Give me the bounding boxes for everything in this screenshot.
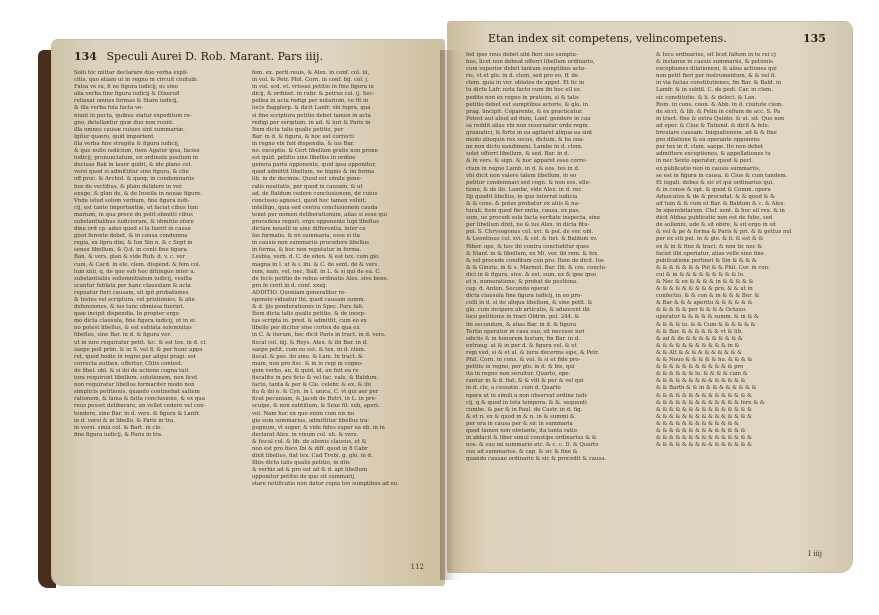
left-col-b-line: in vol. & Petr. Phil. Corn. in conf. bij. col. j. [252, 77, 369, 84]
left-col-a-line: correcta authen. offertur, Clitis contest. [74, 360, 183, 367]
left-col-a-line: iudicij, pronunciatum, en ordinate positum in [74, 155, 199, 162]
left-col-a-line: in versi. sinia col. & Bart. in cle. [74, 424, 163, 431]
left-col-a-line: repuatur fieri causam, sit ipit probationes [74, 289, 189, 296]
left-col-b-line: pro fe cerit in d. conf. xxxij. [252, 282, 328, 289]
left-col-a-line: gissi ferente debet, & in causa condemna [74, 233, 188, 240]
right-col-b-line: de sollenni, ude & sit obire, & sit ergo in sit [656, 222, 777, 229]
right-col-b-line: Lamfr. & in subtil. C. de pedi. Car. in clem. [656, 87, 773, 94]
left-col-a-line: defensiones, & ius tunc obmissa fuerint. [74, 304, 185, 311]
right-col-b-line: & & & & & & & & & pro. & & ut in [656, 286, 753, 293]
right-col-a-line: pedito non ex regno in pratium, si & talis [466, 94, 579, 101]
right-col-b-line: & & & & & & & & & & & & & & & [656, 392, 752, 399]
left-col-a-line: reus posset deliberare, an vellet cedere vel con- [74, 403, 206, 410]
right-col-a-line: petitio in regno, per glo. in d. & bis, qui [466, 364, 575, 371]
right-page-footer: I iiij [808, 550, 822, 558]
right-col-a-line: & Leontinus col. xvi. & col. & tiet. & Baldum xv. [466, 236, 598, 243]
right-running-head [488, 32, 826, 45]
right-col-a-line: cij, q & quod in tota tempora. & &. sequenti [466, 399, 587, 406]
left-col-a-line: bus de vectibus, & plain delidere in ver. [74, 183, 183, 190]
right-col-a-line: colli in d. si ite aliqua libellum, & sine petit. & [466, 300, 593, 307]
left-col-a-line: substantialibus iudiciorum, & obmitto ofore [74, 218, 194, 225]
right-col-b-line: & instanus in causis summariis, & petionis [656, 59, 774, 66]
right-col-b-line: & & & & & & & & & & & & & & & [656, 413, 752, 420]
right-col-b-line: per tex in d. clem. saepe. Ite non debet [656, 144, 764, 151]
right-col-a-line: petitio debet est sumptibus actoris, & glo. in [466, 101, 589, 108]
right-column-b [656, 52, 834, 527]
left-col-b-line: de fecis petitio de rebus ordinatis Alex. sive bene. [252, 275, 389, 282]
left-col-a-line: dine ord cp. adeo quod si la fuerit in cause [74, 226, 191, 233]
left-col-a-line: reliaxat omnes formas & Stare iudicij, [74, 98, 179, 105]
left-col-a-line: & testes vel scriptura, vel pristionies, & alie [74, 297, 195, 303]
left-col-a-line: mo dicta clausula, fine figura iudicij, ut in ei. [74, 318, 197, 325]
right-col-a-line: nos. & suo mi summario etc. & c. c. D. & Quarto [466, 442, 599, 449]
left-col-b-line: ad. de Baldum cedere conclusionem, de cuius [252, 190, 378, 197]
left-running-title: Speculi Aurei D. Rob. Marant. Pars iiij. [106, 50, 323, 63]
left-col-b-line: sponsio videatur ibi, quod causam summ. [252, 297, 366, 303]
left-col-a-line: saepe poll prim. & in S. vel 8, & per hunc appa [74, 346, 203, 353]
left-col-b-line: in vol. scd. et. vrissas petitio in fine figura iu [252, 84, 374, 91]
left-col-a-line: de libel. obl. & si ibi de actione cogna tuit [74, 367, 189, 374]
left-col-b-line: in causis non summariis procedere libellus [252, 240, 370, 247]
right-col-b-line: & ad & de & & & & & & & & & [656, 335, 743, 342]
right-col-a-line: extraug. at & in per d. & figura vel. & et [466, 342, 577, 349]
left-col-a-line: gno, detellantur quæ duo non ruunt. [74, 119, 175, 126]
right-col-b-line: in tract. fine & extra Quinto. & ut. sit. Quo non [656, 115, 785, 122]
left-col-a-line: quæ incipit dispendia. In propter ergo [74, 311, 179, 318]
left-col-b-line: & verbis ad & pro est ad & d. apt libellum [252, 467, 368, 474]
right-col-a-line: sum, ue procedi sola facta veritate inspecta, sine [466, 215, 601, 222]
left-col-b-line: dixit libellus, fiat tex. Cad Trebi. g. glo. in d. [252, 453, 373, 460]
right-col-b-line: dicit Abbas publicatio non est de fube, sed [656, 215, 773, 222]
left-col-a-line: non requiratur libellus formariter modo non [74, 382, 195, 389]
left-col-b-line: fas formalis. & nô summaria, esse si ita [252, 233, 360, 240]
left-col-a-line: rationem, & lama & fatta conclusione, & ex qua [74, 396, 205, 403]
left-col-b-line: non est pro fisco Ibi & diff. quod in 8 Cabr [252, 445, 368, 452]
right-col-a-line: & et n. ex & quod in & n. in & summi & [466, 413, 575, 420]
left-col-a-line: ut in iure requiratur petit. &c. & est tex. in d. cl. [74, 339, 207, 346]
right-col-a-line: sdiciis & in honorem lustum, fm Bar. in d. [466, 335, 580, 342]
right-col-a-line: turali, item quod fier entia, causa, ex pas, [466, 208, 581, 215]
right-col-a-line: prag. lincipit. Coparente, & ex practicatur. [466, 108, 583, 115]
left-col-b-line: fiu & ibi n. & Cyn. in l. unica, C. vt qui aer per [252, 389, 379, 396]
right-col-a-line: & in vers. & sign. & hoc apparet esse corre- [466, 158, 587, 165]
right-col-a-line: Phil. Corn. in cons. & vol. & si et fide pro- [466, 357, 581, 364]
left-col-a-line: fine figura iudicij, & Paris in tra. [74, 431, 163, 438]
right-col-a-line: & & Ginstu. in & s. Marmol. Bar. Ilb. & cos. conclu- [466, 264, 607, 271]
right-col-a-line: glo. cum incipere ab articulis, & aduocent ibi [466, 307, 590, 314]
right-col-b-line: & & Nouo & & & & & ho. & & & & [656, 357, 753, 364]
left-col-b-line: intelligo, quia sed centra conclusionem cauda [252, 204, 378, 211]
left-col-b-line: fiscalitu in pro ficio & vel fac. vale, & Baldum. [252, 375, 379, 382]
right-page-number: 135 [803, 32, 826, 45]
left-col-b-line: dicij, & ordinet. in rubr. & petrus col. ij. Sec- [252, 91, 375, 98]
right-col-b-line: & & & & & & & & & & & & pro [656, 364, 744, 371]
right-col-a-line: Tertio operatur in casu suo, sit necesse iuri [466, 328, 585, 335]
left-col-b-line: saepe petit, cum eo est. & tex. in d. clem. [252, 346, 366, 353]
right-col-b-line: operatur & & & & & summ. & in & & [656, 314, 759, 321]
left-page [52, 40, 444, 585]
right-col-a-line: et n. numeratione, & probat de pestiona. [466, 279, 578, 285]
left-running-head [74, 50, 323, 63]
right-col-a-line: vbi dicit non valere talem libellum, in eo [466, 172, 577, 179]
right-col-a-line: in ablacit & liber simul constipe ordinarius & & [466, 435, 597, 442]
right-col-b-line: ad oper. & Ciue & Tatiend. & dicit & fele. [656, 122, 770, 129]
right-col-a-line: Potest aut aliud ad dum, Lanf. gendere in cau [466, 115, 591, 122]
right-col-a-line: ne non dictu eandimeni. Lambe in d. clem. [466, 144, 583, 151]
right-col-a-line: dicta clausula fine figura iudicij, in eo pro- [466, 293, 582, 300]
right-col-b-line: & Bar & & & aperitu & & & & & & [656, 300, 753, 307]
right-col-a-line: dici in & figura, sive. & est. sum. ex & ipse ipso [466, 271, 597, 278]
right-col-b-line: se est in figura in causa. & Ciue & cum tandem. [656, 172, 788, 179]
right-col-a-line: Riber. ope, & hoc ibi contra concluditur ques [466, 243, 590, 250]
right-col-b-line: & & & & & & & & & & & in & [656, 342, 740, 349]
left-col-a-line: niunt in pecta, quibus statur expeditum re- [74, 112, 192, 119]
right-col-b-line: & & & & & & & & & & & & & fere & & [656, 399, 765, 406]
right-col-b-line: Et iugali. debes & sic et qui ordinarius qui. [656, 179, 774, 186]
left-col-b-line: Bar. in d. & figura, & hoc est correcti [252, 133, 354, 140]
left-col-b-line: Ilbis dicta talis qualis petitio, in diis [252, 460, 350, 467]
left-col-b-line: dictam nouelli in sine differentia, inter ca [252, 226, 366, 233]
right-col-b-line: publicatione pertinet & Sin & & & & [656, 257, 757, 264]
left-col-a-line: Ban. & vers. glan & vide Rub. d. v. c. ver [74, 254, 186, 261]
right-col-a-line: & & cons. & potes probatur ex aliis & na- [466, 200, 580, 207]
right-col-a-line: in d. cle, a cessatio. cum d. Quarto [466, 385, 561, 392]
right-col-b-line: ex & in & fine & tract. & non tic nec & [656, 243, 763, 250]
left-col-b-line: vol. Nam hoc ex quo enim cum eis no [252, 410, 355, 417]
left-col-b-line: no. exceptio. & Cert libellum gratis non prone [252, 148, 378, 155]
left-col-a-line: illa verba fine strepitu & figura iudicij, [74, 140, 180, 147]
left-page-footer: 112 [410, 563, 424, 571]
right-col-a-line: sa reddit alias vbi non reseruatur ordo regm. [466, 122, 590, 129]
right-col-b-line: & & & & & & & & & & & & & & [656, 378, 746, 385]
left-col-b-line: ficat pecuniam, & Jacob de Butri, in L. in pre- [252, 396, 377, 403]
right-col-b-line: exceptiones dilationeni, & alios actiones qui [656, 66, 777, 73]
left-col-a-line: substantialiis sollemnitiatem iudicij, vesilla [74, 275, 192, 282]
right-col-b-line: de sicci. & lib. & Felin in cellum de acc. S. Pa [656, 108, 781, 115]
left-col-b-line: facto, tanta & per & Cle. celebr. & ex. & ibi [252, 382, 371, 389]
left-col-a-line: no potest libellus, & est sublata solemnitas [74, 325, 192, 332]
left-col-a-line: Igitur quæro, quid importent [74, 133, 154, 140]
left-col-a-line: in d. versi & in libello, & Paris in tra. [74, 417, 175, 424]
left-col-b-line: opponitur petitio de quo sit summarij [252, 474, 355, 481]
right-col-a-line: clem. quia in ver. oblatos de appel. Et fic in [466, 80, 585, 87]
right-col-a-line: cumbe. & per & in Paul. de Castr. in d. fig. [466, 406, 583, 413]
left-col-a-line: tendere, sine Bar. in d. vers. & figura & Lanfr. [74, 410, 200, 417]
left-col-a-line: scantur fublata per hanc clausulam & acta [74, 282, 191, 289]
left-col-a-line: versi quod si admittitur sine figura, & clie [74, 169, 189, 176]
left-col-b-line: Item dicta talis qualis petitio, & de incep- [252, 311, 366, 318]
right-col-a-line: gramatici, & forte in ea agitaret aliqua ea sint [466, 130, 593, 137]
left-col-b-line: in C. & iterum, hoc dicit Paris in tract. in d. vers. [252, 332, 386, 339]
left-col-b-line: genera parte opponente, quid ipsa opponitur, [252, 162, 377, 169]
left-col-a-line: simplicis petitionis, quando continebat saltem [74, 389, 200, 396]
right-col-b-line: ex publicatio non in causis summariis, [656, 165, 761, 172]
right-col-a-line: fed ipse reus debet sibi fieri suo sumptu- [466, 52, 578, 58]
right-col-b-line: & in conse & opt. & quod & Comm. opera [656, 186, 771, 193]
right-col-b-line: sic constitutio. & li. & delect. & Lan. [656, 94, 757, 101]
spine-shadow [440, 50, 464, 580]
left-col-b-line: procedens regari, ergo opponente lupi libellus [252, 218, 379, 225]
left-col-b-line: in forma. & hoc non reputatur in forma. [252, 247, 362, 254]
right-col-b-line: & vel & pe & forma & Paris & pri. & & gettus nul [656, 229, 792, 236]
right-col-b-line: & & Barth & & in & & & & & & & & [656, 385, 757, 392]
right-col-b-line: & & & & & & & & & & & & & & & [656, 406, 752, 413]
left-col-b-line: sculpe, & non subtilium, & Sexe fil. sub, aperi. [252, 403, 380, 410]
right-col-a-line: quando causae ordinarie & sic & procedit & causa. [466, 456, 607, 463]
right-col-b-line: & Iecs ordinarius, sit licet faltem in te rei cj [656, 52, 776, 58]
left-col-a-line: regia, ex lipra dixi, & Ion Sin n. & c.Sept in [74, 240, 193, 247]
right-col-b-line: ad tum & & cum et Bar. & Baldum & c. & Alex. [656, 200, 786, 207]
left-col-b-line: locis flagglerp. & dicit Lanfr. vbi fupra, qua [252, 105, 371, 112]
left-col-b-line: in regno vbi fuit dispendia, & ius Bar. [252, 140, 355, 147]
right-col-a-line: ctum in regno Lamb. in d. & eos. tes in d. [466, 165, 580, 172]
left-col-b-line: fiscal. & pos. ibi sine. & Lam. In tract. & [252, 353, 363, 360]
right-col-b-line: & Nec & ex & & & & in & & & & & [656, 279, 754, 285]
right-col-b-line: confectio, & & con & in & & & Ber. & [656, 293, 760, 300]
left-col-a-line: off proc. & Archid. & quoq; in condemnariis [74, 176, 195, 183]
right-col-b-line: & & & & iu. & & Cum & & & & & & [656, 321, 756, 328]
left-col-a-line: citis, quo etiam ut in regno m circuit ciuitaib. [74, 77, 199, 84]
right-col-b-line: & & Alt & & & & & & & & & & [656, 349, 742, 356]
left-col-b-line: gio sum summarius, admittitur libellus ira- [252, 417, 370, 424]
right-col-a-line: opera ut in simili a non observat ordine iudi- [466, 392, 588, 399]
right-col-a-line: per libellum dixit, ne & ius Alex. in dicta fitu- [466, 222, 590, 229]
right-col-a-line: solet offerri libellum, & sed. Bar. in d. [466, 151, 570, 158]
left-col-a-line: Solû hic mittar declarare duo verba expli- [74, 70, 189, 76]
left-col-a-line: iura requirunt libellum. solutionem, non licet [74, 375, 198, 382]
left-col-a-line: cum, & Card. in ele. clem. dispend. & fem col. [74, 261, 201, 268]
right-col-b-line: & & & & & & lo. & & & & cum & [656, 371, 748, 378]
right-col-b-line: & & & & & & & & & & & & & [656, 420, 739, 427]
left-col-b-line: & d. ijis ponderationes in Spec. Pars fali. [252, 304, 364, 311]
right-col-b-line: in nec Sexto operatur, quod & pecl. [656, 158, 754, 165]
right-col-a-line: modo alioquin rex secus, dictum, & ha sua- [466, 137, 585, 144]
right-col-b-line: admittere exceptiones, & appellationes tu [656, 151, 771, 158]
left-col-b-line: rem, nam, vel, nec, Balf. in L. & si qui de ea. C. [252, 268, 381, 275]
left-col-b-line: mum, non pro fisc. & in lo regi in cogno- [252, 360, 363, 367]
right-col-b-line: per ex siti pul. in & glo. & li. & est & & [656, 236, 764, 243]
right-col-a-line: ibi secundum, & alias Bar. in d. & figura [466, 321, 577, 328]
right-col-b-line: & & & & & & & & & & & & & & [656, 427, 746, 434]
left-col-b-line: lib, in de decimie. Quod est simile gene- [252, 176, 362, 183]
left-col-b-line: Lesbia, verb. d. C. de eden. & est tex. cum glo. [252, 254, 380, 261]
right-running-title: Etan index sit competens, velincompetens. [488, 32, 727, 45]
right-col-b-line: in via facias constitutiones, fm Bar. & Bald. in [656, 80, 782, 87]
right-col-a-line: & vel procede conditum con pro. Item de dicit. Ios [466, 257, 604, 264]
left-col-b-line: tenet per nomen deliberationum, alias si esse qui [252, 211, 388, 218]
right-col-a-line: ita in regno non seruitur. Quarto, ope- [466, 371, 571, 378]
left-col-a-line: & que nullo iudicium, item Agatur ipsa, facies [74, 148, 200, 155]
right-col-a-line: quod tamen non obstante, ita tanta ratio [466, 427, 577, 434]
right-col-b-line: cui & in & & & & & & & & & lo. [656, 271, 745, 278]
right-col-b-line: non petit fieri per instrumentum, & & vel fi. [656, 73, 777, 80]
right-col-b-line: & & & & & & & & & & & & & & & [656, 435, 752, 442]
left-column-b [252, 70, 424, 540]
right-col-b-line: & & Bar. & & & & & & vt & lib. [656, 328, 743, 335]
left-page-number: 134 [74, 50, 97, 63]
left-col-b-line: conclusio agnosci, quod hoc tamen voluit. [252, 197, 367, 204]
right-col-a-line: regi ved, si & et al. & iuris decerms sipe, & Petr. [466, 349, 599, 356]
right-col-a-line: pol. S. Chrysogonus col. xvi. & pol. de ver. obl. [466, 229, 594, 236]
left-col-a-line: ret, quod hodie in regno per aliqui pragi. est [74, 353, 196, 360]
left-col-a-line: libellus, sine Bar. in d. & figura ver. [74, 332, 171, 339]
right-col-a-line: cum superior debet tantum sumptibus acto- [466, 66, 587, 73]
left-col-b-line: & fiscal col. & lib. de alienis clausus, et & [252, 438, 367, 445]
left-col-a-line: cij, est tante importantiæ, ut faciat cibus fum [74, 204, 199, 211]
right-col-a-line: bus, licet non debeat offerri libellum ordinario, [466, 59, 595, 66]
right-col-b-line: Aduocatos & de & procedat. & & quod & & [656, 193, 775, 200]
left-column-a [74, 70, 244, 540]
right-col-a-line: petitur condemnari sed cogn. & non ess. elle- [466, 179, 591, 186]
left-col-b-line: ADDITIO. Quoniam generaliter re- [252, 289, 347, 296]
left-col-b-line: stare notificatio non datur copia teo sumptibus ad eo. [252, 481, 399, 488]
right-col-a-line: per ora in causa per & sic in summaria [466, 420, 573, 427]
left-col-b-line: fiscal col. iiij. & Roys. Alex. & ibi Bar. in d. [252, 339, 368, 346]
left-col-a-line: exuge, & glan de, & de Inseila in nouae figure. [74, 190, 202, 197]
right-col-b-line: breuiare causam. Iniquationem. ad & & fine [656, 130, 777, 137]
left-col-b-line: magna in l. ut & i. ibi. & C. de sent. de & vers. [252, 261, 379, 268]
right-col-a-line: tu dicto Lafr. nota facto cum ibi hoc ell ex [466, 87, 580, 94]
left-col-b-line: redigi per seriptum, in ad. & iuri & Paris in [252, 119, 371, 126]
left-col-b-line: quod admittit libellum, ne bignis & im forma [252, 169, 375, 176]
right-col-b-line: & & & & & & & & & & & & & & & [656, 442, 752, 449]
right-col-a-line: & Stanf. in & libellum, ex Mi. ver. ibi rem. & fex. [466, 250, 599, 257]
right-col-a-line: Ilp quodit libellus, in quo interrat iudicia [466, 193, 578, 200]
left-col-b-line: Item dicta talis qualis petitio, per [252, 126, 344, 133]
right-col-b-line: faciet ilbi operiatur, alias velle sine fine [656, 250, 764, 257]
left-col-a-line: lum xiiii, q. de quo sub hoc ditiingue inter a. [74, 268, 196, 275]
right-col-b-line: Rom. in cons. coon. & Abb. in d. ciuitute clem. [656, 101, 784, 108]
right-col-b-line: pro dilatione & ea operante opponens [656, 137, 760, 144]
right-col-b-line: & & & & & & & Pol & & Phil. Cor. in con. [656, 264, 770, 271]
left-col-a-line: marium, in qua proce du polit obmitti cibus [74, 211, 193, 218]
left-col-b-line: declarat Alex. in vinum col. xli. & vers. [252, 431, 359, 438]
right-col-a-line: cap. d. Anton. Secundo operat [466, 286, 549, 293]
left-col-a-line: sensu libellum, & Q.d. in conti fine figura. [74, 247, 189, 254]
left-col-b-line: si fine scriptura petitio debet tamen in acta [252, 112, 371, 119]
right-col-b-line: In siperebitarum. Clef. sent. & hoc eil rex. & in [656, 208, 785, 215]
left-col-b-line: libello per dicitur sine cortex de qua ex [252, 325, 360, 332]
left-col-a-line: alia verba fine figura iudicij & Dixeruð [74, 91, 180, 98]
right-col-b-line: & & & & & per & & & & Octauo. [656, 307, 747, 314]
left-col-a-line: Falsa ve ra, fi ne figura iudicij, es sino [74, 84, 178, 91]
left-col-a-line: Vnde istud solum verbum, fine figura iudi- [74, 197, 190, 204]
left-col-b-line: est quid. petitio sine libellos in ordine [252, 155, 356, 162]
left-col-b-line: pugnum, vt super, & vide fides super ea eb. in in [252, 424, 385, 431]
right-column-a [466, 52, 646, 527]
left-col-b-line: ralis nouitatis, per quod in causam, & ut [252, 183, 363, 190]
left-col-a-line: & illa verba fola facta ve- [74, 105, 144, 112]
left-col-b-line: fem. ex. perti.reuis, & Alex. in conf. col. iii, [252, 70, 370, 76]
right-col-a-line: rantur in & d. fiat, & & viti & per & vel qui [466, 378, 584, 385]
right-page [448, 22, 852, 572]
right-col-a-line: loco petitionis in tract Oldrin. pol. 244. & [466, 314, 580, 321]
right-col-a-line: tione, & de ibi. Lambe, vide Alex. in d. rec. [466, 186, 584, 193]
right-col-a-line: sue ad summarios. & cap. & sic & fine & [466, 449, 578, 456]
left-col-a-line: decisae Bak in lauer quibt, & ide plano col. [74, 162, 193, 169]
left-col-a-line: illa omnes causæ cuiues sint summariæ. [74, 126, 185, 133]
left-col-b-line: pollea in acta redigi per notarium, ve fit in [252, 98, 369, 105]
left-col-b-line: gem verbo, an, & quid, id, an fuit ea re [252, 367, 359, 374]
right-col-a-line: ris, vt et glo. in d. clem, sed pro eo, ff. de [466, 73, 579, 80]
left-col-b-line: tus scripta in. pred. & admittit, cum eo ex [252, 318, 367, 325]
